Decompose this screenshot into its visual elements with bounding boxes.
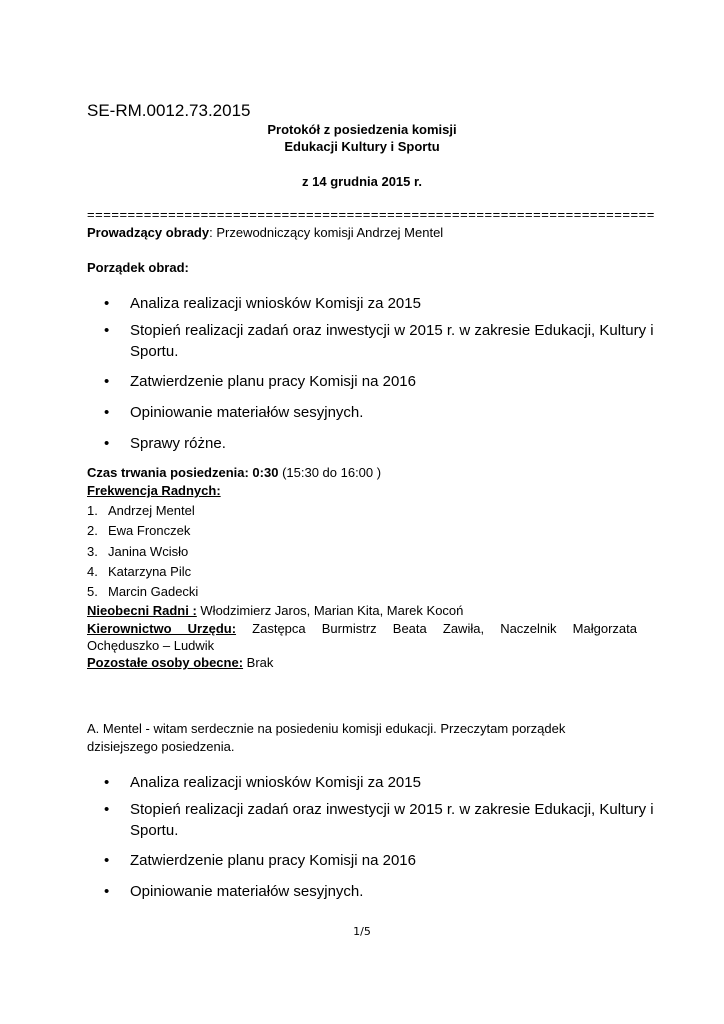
chair-label: Prowadzący obrady [87,225,210,240]
agenda-item: • Analiza realizacji wniosków Komisji za 2015 [87,293,690,314]
agenda-item: • Analiza realizacji wniosków Komisji za 2015 [87,772,690,793]
speech-line1: A. Mentel - witam serdecznie na posiedeniu komisji edukacji. Przeczytam porządek [87,721,566,736]
absent-value: Włodzimierz Jaros, Marian Kita, Marek Kocoń [196,603,464,618]
list-item: 4. Katarzyna Pilc [87,563,192,579]
document-title-line2: Edukacji Kultury i Sportu [284,139,440,154]
management-value: Zastępca Burmistrz Beata Zawiła, Naczelnik Małgorzata [236,621,637,636]
chair-value: : Przewodniczący komisji Andrzej Mentel [209,225,444,240]
list-item: 3. Janina Wcisło [87,543,189,559]
others-line [87,655,273,670]
duration-value: (15:30 do 16:00 ) [278,465,382,480]
agenda-item: • Opiniowanie materiałów sesyjnych. [87,402,690,423]
absent-label: Nieobecni Radni : [87,603,197,618]
others-label: Pozostałe osoby obecne: [87,655,244,670]
document-title-line1: Protokół z posiedzenia komisji [267,122,457,137]
duration-label: Czas trwania posiedzenia: 0:30 [87,465,279,480]
agenda-item: • Sprawy różne. [87,433,690,454]
agenda-item: • Stopień realizacji zadań oraz inwestycji w 2015 r. w zakresie Edukacji, Kultury i Sportu. [87,799,690,841]
list-item: 1. Andrzej Mentel [87,503,195,518]
chair-line [87,225,443,240]
agenda-heading: Porządek obrad: [87,260,189,275]
absent-line [87,603,463,618]
attendance-heading: Frekwencja Radnych: [87,483,221,498]
agenda-item: • Opiniowanie materiałów sesyjnych. [87,881,690,902]
speech-line2: dzisiejszego posiedzenia. [87,739,235,754]
management-line-2: Ochęduszko – Ludwik [87,638,215,653]
list-item: 5. Marcin Gadecki [87,584,199,600]
document-reference: SE-RM.0012.73.2015 [87,101,251,120]
separator-line: ====================================================================== [87,207,655,222]
page-number: 1/5 [353,925,371,938]
management-label: Kierownictwo Urzędu: [87,621,237,636]
agenda-item: • Zatwierdzenie planu pracy Komisji na 2016 [87,850,690,871]
management-line [87,621,637,636]
list-item: 2. Ewa Fronczek [87,523,191,539]
attendance-list [87,501,198,602]
document-date: z 14 grudnia 2015 r. [302,174,422,189]
agenda-item: • Stopień realizacji zadań oraz inwestycji w 2015 r. w zakresie Edukacji, Kultury i Sportu. [87,320,690,362]
agenda-item: • Zatwierdzenie planu pracy Komisji na 2016 [87,371,690,392]
others-value: Brak [243,655,274,670]
duration-line [87,465,381,480]
